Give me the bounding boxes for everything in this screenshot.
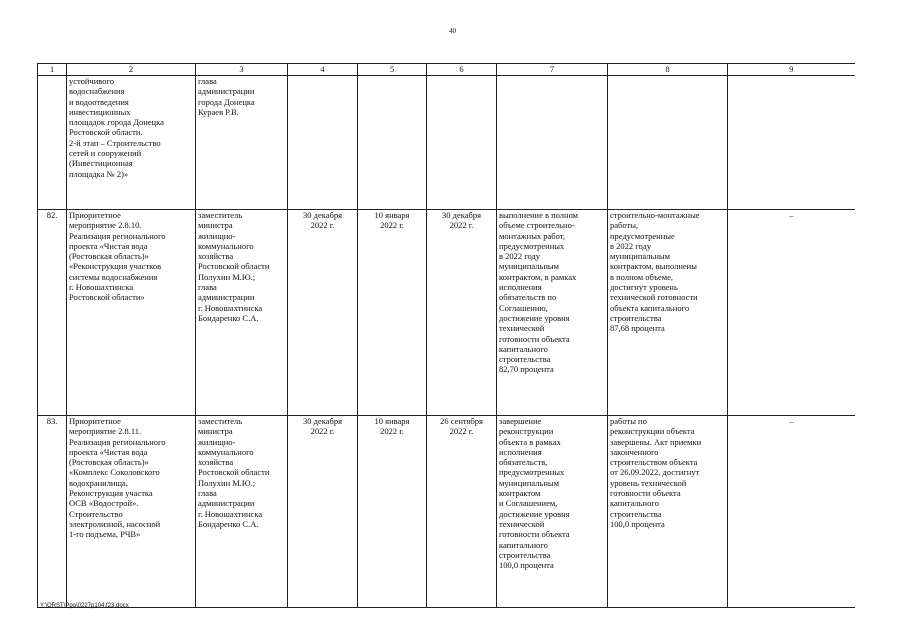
result-fact-cell: работы по реконструкции объекта завершены. Акт приемки законченного строительством объекта от 26.09.2022, достигнут уровень технической готовности объекта капитального строительства 100,0 процента bbox=[608, 416, 728, 608]
result-plan-cell: выполнение в полном объеме строительно- монтажных работ, предусмотренных в 2022 году муниципальным контрактом, в рамках исполнения обязательств по Соглашению, достижение уровня технической готовности объекта капитального строительства 82,70 процента bbox=[497, 210, 608, 416]
column-number-header: 5 bbox=[358, 64, 427, 76]
table-row bbox=[38, 416, 855, 608]
date-fact-cell: 30 декабря 2022 г. bbox=[427, 210, 497, 416]
row-number bbox=[38, 76, 67, 210]
column-number-header: 9 bbox=[728, 64, 855, 76]
date-fact-cell: 26 сентября 2022 г. bbox=[427, 416, 497, 608]
responsible-cell: глава администрации города Донецка Кураев Р.В. bbox=[196, 76, 288, 210]
result-plan-cell: завершение реконструкции объекта в рамках исполнения обязательств, предусмотренных муниципальным контрактом и Соглашением, достижение уровня технической готовности объекта капитального строительства 100,0 процента bbox=[497, 416, 608, 608]
note-cell: – bbox=[728, 210, 855, 416]
date-start-cell bbox=[358, 76, 427, 210]
measure-cell: устойчивого водоснабжения и водоотведения инвестиционных площадок города Донецка Ростовской области. 2-й этап – Строительство сетей и сооружений (Инвестиционная площадка № 2)» bbox=[67, 76, 196, 210]
result-plan-cell bbox=[497, 76, 608, 210]
column-number-header: 2 bbox=[67, 64, 196, 76]
column-number-header: 1 bbox=[38, 64, 67, 76]
column-number-header: 3 bbox=[196, 64, 288, 76]
responsible-cell: заместитель министра жилищно- коммунального хозяйства Ростовской области Полухин М.Ю.; глава администрации г. Новошахтинска Бондаренко С.А. bbox=[196, 210, 288, 416]
table-row bbox=[38, 76, 855, 210]
date-fact-cell bbox=[427, 76, 497, 210]
column-number-row bbox=[38, 64, 855, 76]
measure-cell: Приоритетное мероприятие 2.8.10. Реализация регионального проекта «Чистая вода (Ростовская область)» «Реконструкция участков системы водоснабжения г. Новошахтинска Ростовской области» bbox=[67, 210, 196, 416]
page-number: 40 bbox=[449, 27, 456, 35]
note-cell bbox=[728, 76, 855, 210]
report-table bbox=[37, 63, 855, 608]
date-plan-cell bbox=[288, 76, 358, 210]
date-start-cell: 10 января 2022 г. bbox=[358, 416, 427, 608]
result-fact-cell: строительно-монтажные работы, предусмотренные в 2022 году муниципальным контрактом, выполнены в полном объеме, достигнут уровень технической готовности объекта капитального строительства 87,68 процента bbox=[608, 210, 728, 416]
result-fact-cell bbox=[608, 76, 728, 210]
row-number: 82. bbox=[38, 210, 67, 416]
date-plan-cell: 30 декабря 2022 г. bbox=[288, 210, 358, 416]
date-plan-cell: 30 декабря 2022 г. bbox=[288, 416, 358, 608]
column-number-header: 4 bbox=[288, 64, 358, 76]
responsible-cell: заместитель министра жилищно- коммунального хозяйства Ростовской области Полухин М.Ю.; глава администрации г. Новошахтинска Бондаренко С.А. bbox=[196, 416, 288, 608]
column-number-header: 7 bbox=[497, 64, 608, 76]
column-number-header: 8 bbox=[608, 64, 728, 76]
measure-cell: Приоритетное мероприятие 2.8.11. Реализация регионального проекта «Чистая вода (Ростовская область)» «Комплекс Соколовского водохранилища. Реконструкция участка ОСВ «Водострой». Строительство электролизной, насосной 1-го подъема, РЧВ» bbox=[67, 416, 196, 608]
file-path-footer: Y:\ORST\Ppo\0227p104.f23.docx bbox=[40, 603, 129, 609]
date-start-cell: 10 января 2022 г. bbox=[358, 210, 427, 416]
column-number-header: 6 bbox=[427, 64, 497, 76]
table-row bbox=[38, 210, 855, 416]
note-cell: – bbox=[728, 416, 855, 608]
row-number: 83. bbox=[38, 416, 67, 608]
